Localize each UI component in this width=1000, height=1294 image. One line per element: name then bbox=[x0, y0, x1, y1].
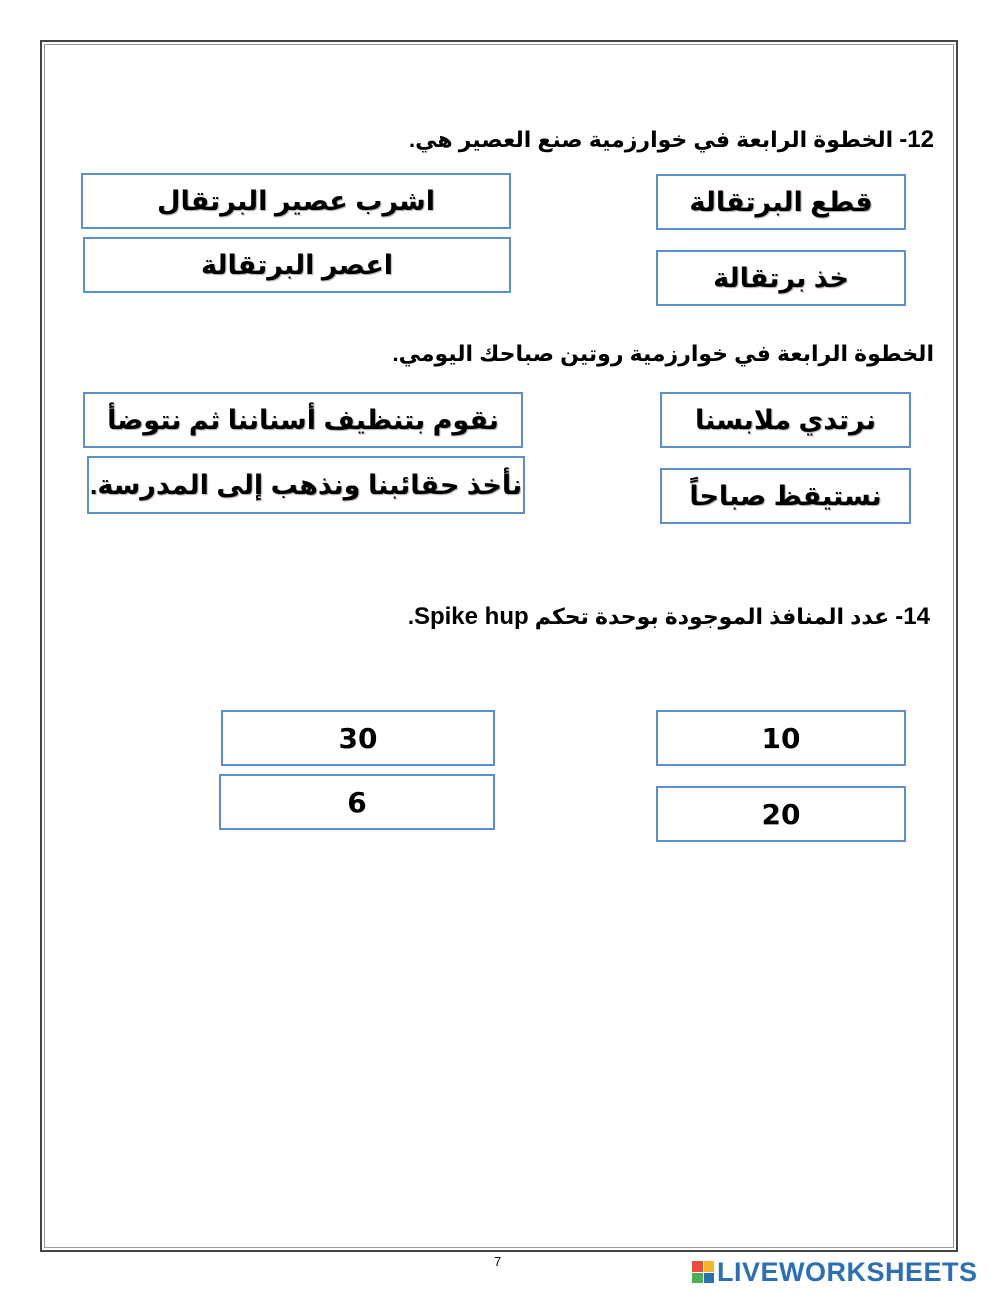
question-14-number: 14- bbox=[895, 603, 930, 630]
question-14-text: عدد المنافذ الموجودة بوحدة تحكم bbox=[528, 604, 890, 629]
question-12-number: 12- bbox=[899, 126, 934, 153]
question-12-text: الخطوة الرابعة في خوارزمية صنع العصير هي. bbox=[409, 127, 894, 152]
q12-option-take-orange[interactable]: خذ برتقالة bbox=[656, 250, 906, 306]
question-13-prompt bbox=[392, 341, 934, 367]
q12-option-cut-orange[interactable]: قطع البرتقالة bbox=[656, 174, 906, 230]
question-14-latin-text: Spike hup bbox=[413, 603, 529, 630]
q14-option-20[interactable]: 20 bbox=[656, 786, 906, 842]
liveworksheets-brand[interactable] bbox=[692, 1258, 978, 1286]
q14-option-30[interactable]: 30 bbox=[221, 710, 495, 766]
q13-option-get-dressed[interactable]: نرتدي ملابسنا bbox=[660, 392, 911, 448]
question-13-text: الخطوة الرابعة في خوارزمية روتين صباحك اليومي. bbox=[392, 341, 934, 366]
question-12-prompt bbox=[409, 126, 934, 154]
question-14-period: . bbox=[407, 604, 414, 629]
q13-option-brush-teeth[interactable]: نقوم بتنظيف أسناننا ثم نتوضأ bbox=[83, 392, 523, 448]
q12-option-drink-juice[interactable]: اشرب عصير البرتقال bbox=[81, 173, 511, 229]
page-number: 7 bbox=[494, 1254, 502, 1269]
q14-option-10[interactable]: 10 bbox=[656, 710, 906, 766]
q13-option-wake-up[interactable]: نستيقظ صباحاً bbox=[660, 468, 911, 524]
q14-option-6[interactable]: 6 bbox=[219, 774, 495, 830]
brand-text: LIVEWORKSHEETS bbox=[717, 1256, 978, 1287]
q12-option-squeeze-orange[interactable]: اعصر البرتقالة bbox=[83, 237, 511, 293]
q13-option-go-to-school[interactable]: نأخذ حقائبنا ونذهب إلى المدرسة. bbox=[87, 456, 525, 514]
liveworksheets-logo-icon bbox=[692, 1261, 714, 1283]
question-14-prompt bbox=[408, 603, 930, 631]
